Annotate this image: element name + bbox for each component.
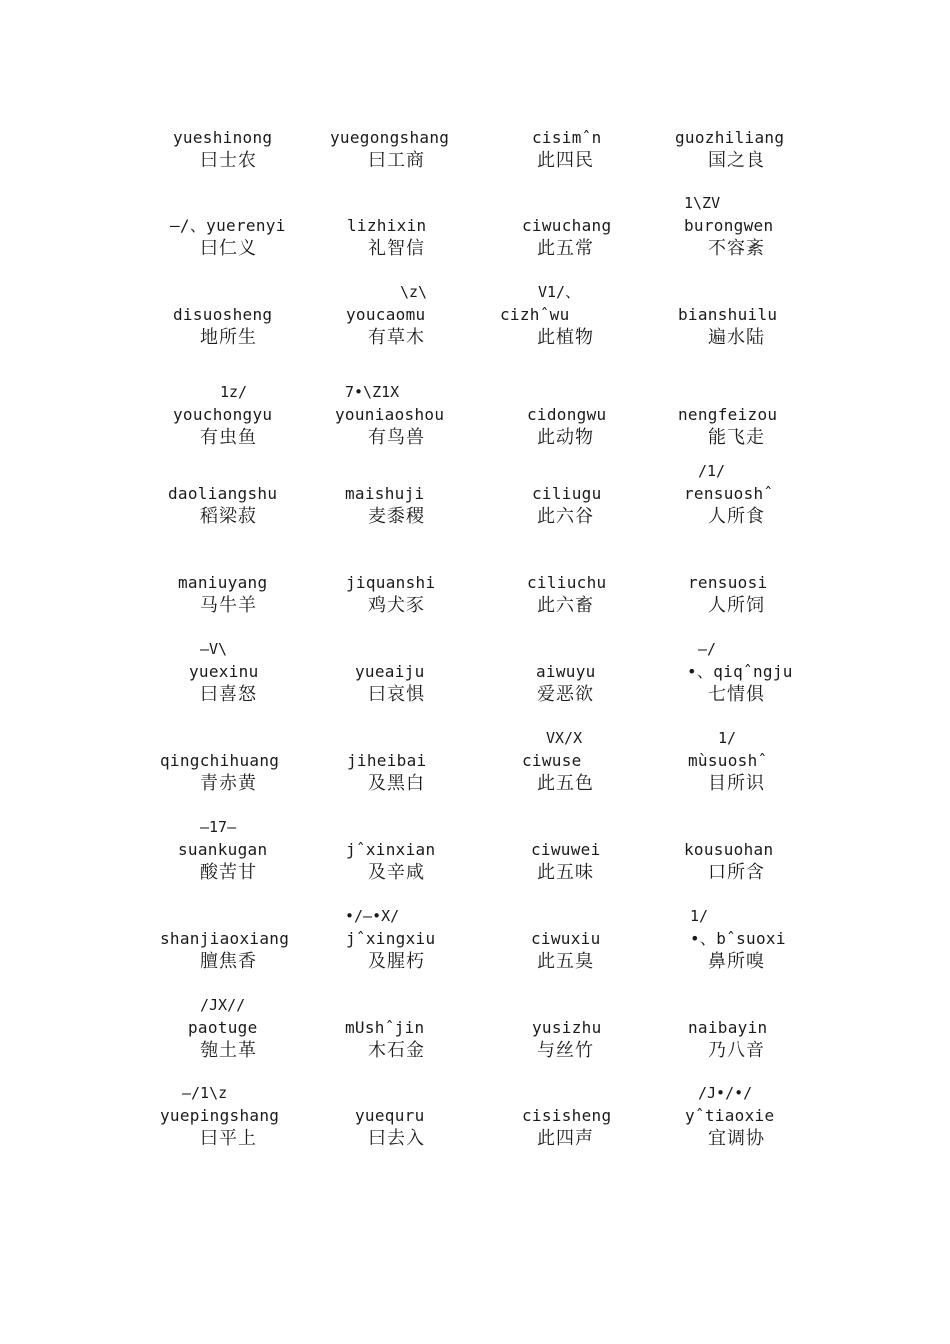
hanzi-text: 七情俱: [708, 684, 765, 705]
hanzi-text: 此五常: [537, 238, 594, 259]
pinyin-text: yuegongshang: [330, 128, 450, 147]
pinyin-text: yueaiju: [355, 662, 425, 681]
tone-mark-line: 7•\Z1X: [345, 383, 400, 401]
hanzi-text: 有鸟兽: [368, 427, 425, 448]
hanzi-text: 国之良: [708, 150, 765, 171]
pinyin-text: aiwuyu: [536, 662, 596, 681]
pinyin-text: •、bˆsuoxi: [690, 929, 786, 948]
pinyin-text: cidongwu: [527, 405, 607, 424]
hanzi-text: 口所含: [708, 862, 765, 883]
pinyin-text: shanjiaoxiang: [160, 929, 290, 948]
pinyin-text: suankugan: [178, 840, 268, 859]
pinyin-text: youchongyu: [173, 405, 273, 424]
tone-mark-line: 1\ZV: [684, 194, 721, 212]
pinyin-text: mùsuoshˆ: [688, 751, 768, 770]
pinyin-text: qingchihuang: [160, 751, 280, 770]
hanzi-text: 爱恶欲: [537, 684, 594, 705]
hanzi-text: 曰喜怒: [200, 684, 257, 705]
hanzi-text: 曰去入: [368, 1128, 425, 1149]
pinyin-text: kousuohan: [684, 840, 774, 859]
pinyin-text: paotuge: [188, 1018, 258, 1037]
pinyin-text: —/、yuerenyi: [170, 216, 286, 235]
hanzi-text: 与丝竹: [537, 1040, 594, 1061]
tone-mark-line: 1z/: [220, 383, 248, 401]
tone-mark-line: 1/: [718, 729, 737, 747]
pinyin-text: yusizhu: [532, 1018, 602, 1037]
pinyin-text: disuosheng: [173, 305, 273, 324]
hanzi-text: 马牛羊: [200, 595, 257, 616]
pinyin-text: yuepingshang: [160, 1106, 280, 1125]
pinyin-text: yuexinu: [189, 662, 259, 681]
hanzi-text: 酸苦甘: [200, 862, 257, 883]
hanzi-text: 遍水陆: [708, 327, 765, 348]
hanzi-text: 及辛咸: [368, 862, 425, 883]
hanzi-text: 及腥朽: [368, 951, 425, 972]
hanzi-text: 此六畜: [537, 595, 594, 616]
pinyin-text: maishuji: [345, 484, 425, 503]
hanzi-text: 此五味: [537, 862, 594, 883]
hanzi-text: 不容紊: [708, 238, 765, 259]
hanzi-text: 稻梁菽: [200, 506, 257, 527]
pinyin-text: yuequru: [355, 1106, 425, 1125]
hanzi-text: 鼻所嗅: [708, 951, 765, 972]
pinyin-text: jˆxingxiu: [346, 929, 436, 948]
tone-mark-line: /1/: [698, 462, 726, 480]
pinyin-text: cisimˆn: [532, 128, 602, 147]
tone-mark-line: 1/: [690, 907, 709, 925]
pinyin-text: ciwuchang: [522, 216, 612, 235]
pinyin-text: ciliuchu: [527, 573, 607, 592]
pinyin-text: daoliangshu: [168, 484, 278, 503]
hanzi-text: 目所识: [708, 773, 765, 794]
pinyin-text: lizhixin: [347, 216, 427, 235]
pinyin-text: jˆxinxian: [346, 840, 436, 859]
hanzi-text: 匏土革: [200, 1040, 257, 1061]
hanzi-text: 此五色: [537, 773, 594, 794]
pinyin-text: youcaomu: [346, 305, 426, 324]
tone-mark-line: •/—•X/: [345, 907, 400, 925]
pinyin-text: cizhˆwu: [500, 305, 570, 324]
hanzi-text: 此植物: [537, 327, 594, 348]
tone-mark-line: —V\: [200, 640, 228, 658]
pinyin-text: ciwuwei: [531, 840, 601, 859]
hanzi-text: 人所食: [708, 506, 765, 527]
hanzi-text: 曰平上: [200, 1128, 257, 1149]
hanzi-text: 地所生: [200, 327, 257, 348]
pinyin-text: jiquanshi: [346, 573, 436, 592]
hanzi-text: 及黑白: [368, 773, 425, 794]
hanzi-text: 此六谷: [537, 506, 594, 527]
pinyin-text: ciwuse: [522, 751, 582, 770]
hanzi-text: 青赤黄: [200, 773, 257, 794]
pinyin-text: nengfeizou: [678, 405, 778, 424]
hanzi-text: 宜调协: [708, 1128, 765, 1149]
pinyin-text: cisisheng: [522, 1106, 612, 1125]
tone-mark-line: —/1\z: [182, 1084, 228, 1102]
pinyin-text: youniaoshou: [335, 405, 445, 424]
tone-mark-line: V1/、: [538, 283, 581, 301]
hanzi-text: 曰仁义: [200, 238, 257, 259]
hanzi-text: 膻焦香: [200, 951, 257, 972]
hanzi-text: 人所饲: [708, 595, 765, 616]
tone-mark-line: \z\: [400, 283, 428, 301]
hanzi-text: 此四民: [537, 150, 594, 171]
hanzi-text: 曰工商: [368, 150, 425, 171]
pinyin-text: rensuoshˆ: [684, 484, 774, 503]
hanzi-text: 能飞走: [708, 427, 765, 448]
hanzi-text: 曰哀惧: [368, 684, 425, 705]
hanzi-text: 麦黍稷: [368, 506, 425, 527]
pinyin-text: yueshinong: [173, 128, 273, 147]
pinyin-text: bianshuilu: [678, 305, 778, 324]
hanzi-text: 此动物: [537, 427, 594, 448]
hanzi-text: 礼智信: [368, 238, 425, 259]
hanzi-text: 木石金: [368, 1040, 425, 1061]
tone-mark-line: —17—: [200, 818, 237, 836]
pinyin-text: ciwuxiu: [531, 929, 601, 948]
tone-mark-line: VX/X: [546, 729, 583, 747]
pinyin-text: burongwen: [684, 216, 774, 235]
pinyin-text: maniuyang: [178, 573, 268, 592]
pinyin-text: jiheibai: [347, 751, 427, 770]
hanzi-text: 曰士农: [200, 150, 257, 171]
pinyin-text: ciliugu: [532, 484, 602, 503]
hanzi-text: 乃八音: [708, 1040, 765, 1061]
tone-mark-line: —/: [698, 640, 717, 658]
pinyin-text: mUshˆjin: [345, 1018, 425, 1037]
tone-mark-line: /J•/•/: [698, 1084, 753, 1102]
hanzi-text: 此四声: [537, 1128, 594, 1149]
pinyin-text: •、qiqˆngju: [687, 662, 793, 681]
pinyin-text: yˆtiaoxie: [685, 1106, 775, 1125]
tone-mark-line: /JX//: [200, 996, 246, 1014]
hanzi-text: 有虫鱼: [200, 427, 257, 448]
pinyin-text: rensuosi: [688, 573, 768, 592]
hanzi-text: 有草木: [368, 327, 425, 348]
hanzi-text: 此五臭: [537, 951, 594, 972]
pinyin-text: guozhiliang: [675, 128, 785, 147]
pinyin-text: naibayin: [688, 1018, 768, 1037]
hanzi-text: 鸡犬豕: [368, 595, 425, 616]
